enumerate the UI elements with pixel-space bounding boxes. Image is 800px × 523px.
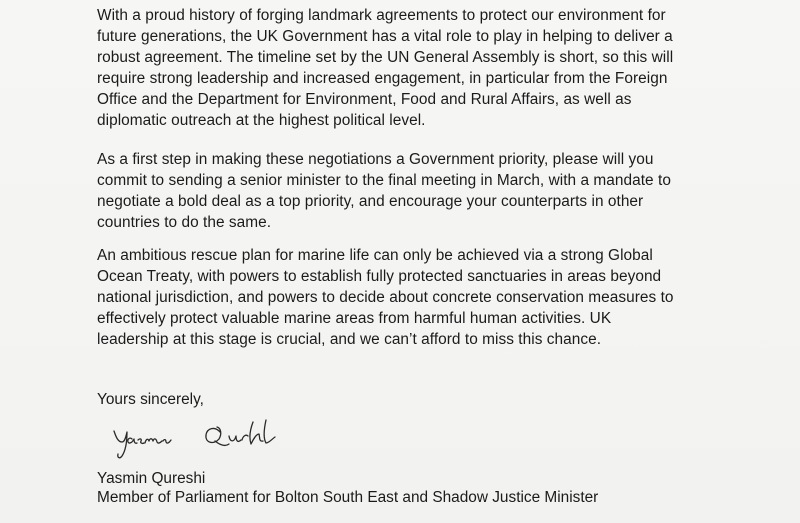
paragraph-line: Ocean Treaty, with powers to establish fully protected sanctuaries in areas beyond <box>97 268 662 285</box>
paragraph-line: diplomatic outreach at the highest political level. <box>97 112 426 129</box>
paragraph-line: negotiate a bold deal as a top priority, and encourage your counterparts in other <box>97 193 644 210</box>
closing-salutation: Yours sincerely, <box>97 391 204 408</box>
signatory-name: Yasmin Qureshi <box>97 470 206 487</box>
letter-paragraph-1 <box>97 5 757 131</box>
paragraph-line: effectively protect valuable marine areas from harmful human activities. UK <box>97 310 612 327</box>
handwritten-signature <box>108 412 308 462</box>
paragraph-line: robust agreement. The timeline set by the UN General Assembly is short, so this will <box>97 49 674 66</box>
paragraph-line: leadership at this stage is crucial, and we can’t afford to miss this chance. <box>97 331 602 348</box>
paragraph-line: future generations, the UK Government has a vital role to play in helping to deliver a <box>97 28 673 45</box>
paragraph-line: commit to sending a senior minister to the final meeting in March, with a mandate to <box>97 172 671 189</box>
paragraph-line: As a first step in making these negotiations a Government priority, please will you <box>97 151 654 168</box>
letter-paragraph-2 <box>97 149 757 233</box>
paragraph-line: require strong leadership and increased engagement, in particular from the Foreign <box>97 70 668 87</box>
letter-paragraph-3 <box>97 245 757 350</box>
paragraph-line: Office and the Department for Environment, Food and Rural Affairs, as well as <box>97 91 632 108</box>
paragraph-line: With a proud history of forging landmark agreements to protect our environment for <box>97 7 666 24</box>
paragraph-line: national jurisdiction, and powers to decide about concrete conservation measures to <box>97 289 674 306</box>
paragraph-line: countries to do the same. <box>97 214 272 231</box>
paragraph-line: An ambitious rescue plan for marine life can only be achieved via a strong Global <box>97 247 653 264</box>
signatory-title: Member of Parliament for Bolton South East and Shadow Justice Minister <box>97 489 599 506</box>
